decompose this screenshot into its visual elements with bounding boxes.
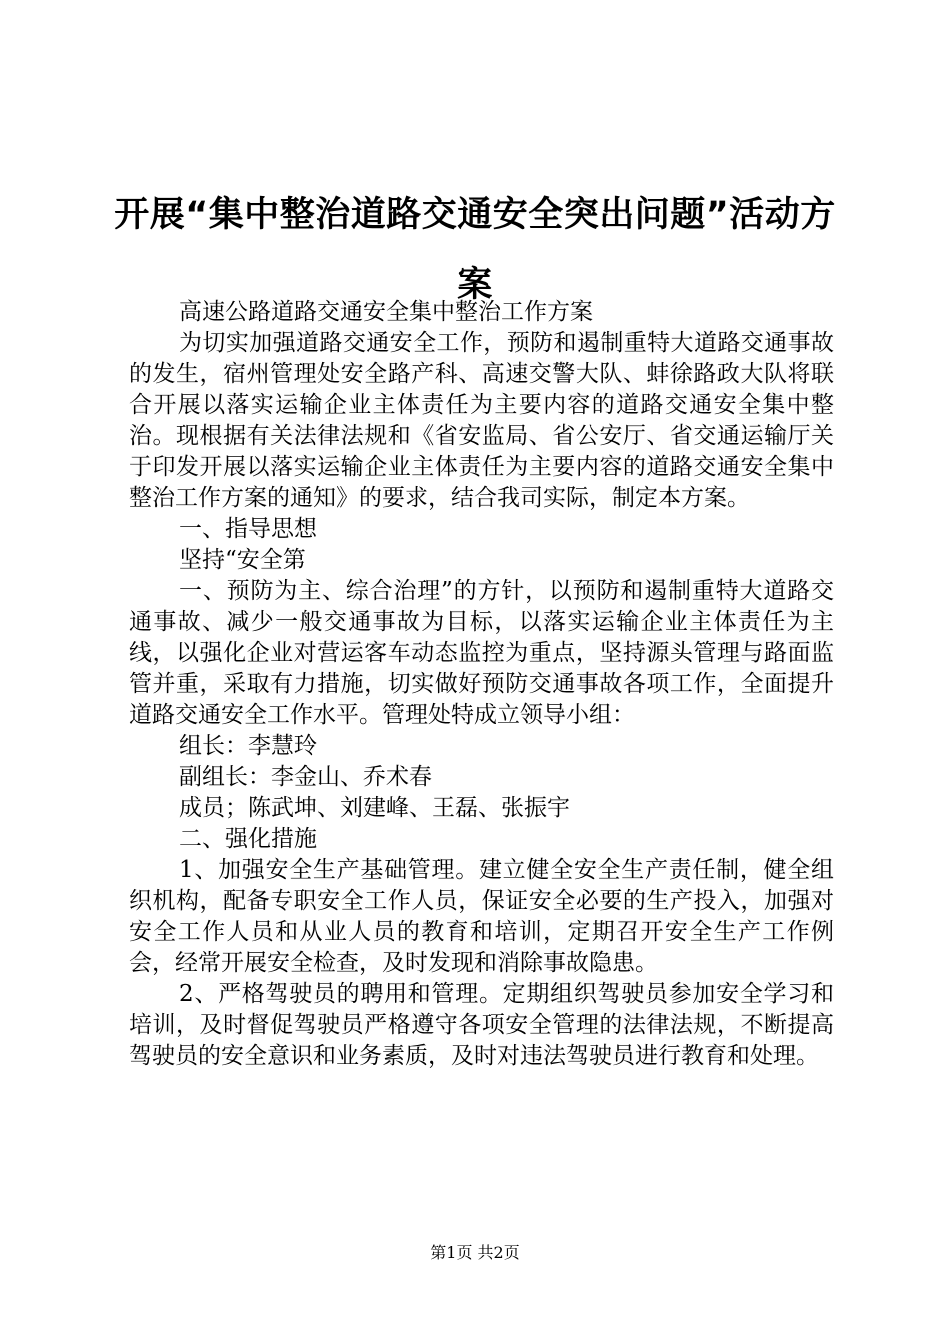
- paragraph-intro: 为切实加强道路交通安全工作，预防和遏制重特大道路交通事故的发生，宿州管理处安全路产科、高速交警大队、蚌徐路政大队将联合开展以落实运输企业主体责任为主要内容的道路交通安全集中整治。现根据有关法律法规和《省安监局、省公安厅、省交通运输厅关于印发开展以落实运输企业主体责任为主要内容的道路交通安全集中整治工作方案的通知》的要求，结合我司实际，制定本方案。: [129, 330, 834, 511]
- document-body: [129, 297, 834, 1072]
- paragraph-deputy-leader: 副组长：李金山、乔术春: [179, 764, 432, 790]
- paragraph-measure-2: 2、严格驾驶员的聘用和管理。定期组织驾驶员参加安全学习和培训，及时督促驾驶员严格遵守各项安全管理的法律法规，不断提高驾驶员的安全意识和业务素质，及时对违法驾驶员进行教育和处理。: [129, 981, 834, 1069]
- section-heading-guiding-thought: 一、指导思想: [179, 516, 317, 542]
- section-heading-measures: 二、强化措施: [179, 826, 317, 852]
- paragraph-members: 成员；陈武坤、刘建峰、王磊、张振宇: [179, 795, 570, 821]
- paragraph-guiding-principle: 一、预防为主、综合治理”的方针，以预防和遏制重特大道路交通事故、减少一般交通事故为目标，以落实运输企业主体责任为主线，以强化企业对营运客车动态监控为重点，坚持源头管理与路面监管并重，采取有力措施，切实做好预防交通事故各项工作，全面提升道路交通安全工作水平。管理处特成立领导小组：: [129, 578, 834, 728]
- paragraph-persist: 坚持“安全第: [179, 547, 306, 573]
- paragraph-measure-1: 1、加强安全生产基础管理。建立健全安全生产责任制，健全组织机构，配备专职安全工作人员，保证安全必要的生产投入，加强对安全工作人员和从业人员的教育和培训，定期召开安全生产工作例会，经常开展安全检查，及时发现和消除事故隐患。: [129, 857, 834, 976]
- paragraph-group-leader: 组长：李慧玲: [179, 733, 317, 759]
- page-number-footer: 第1页 共2页: [430, 1243, 520, 1262]
- document-title: 开展“集中整治道路交通安全突出问题”活动方案: [114, 195, 836, 305]
- paragraph-subtitle: 高速公路道路交通安全集中整治工作方案: [179, 299, 593, 325]
